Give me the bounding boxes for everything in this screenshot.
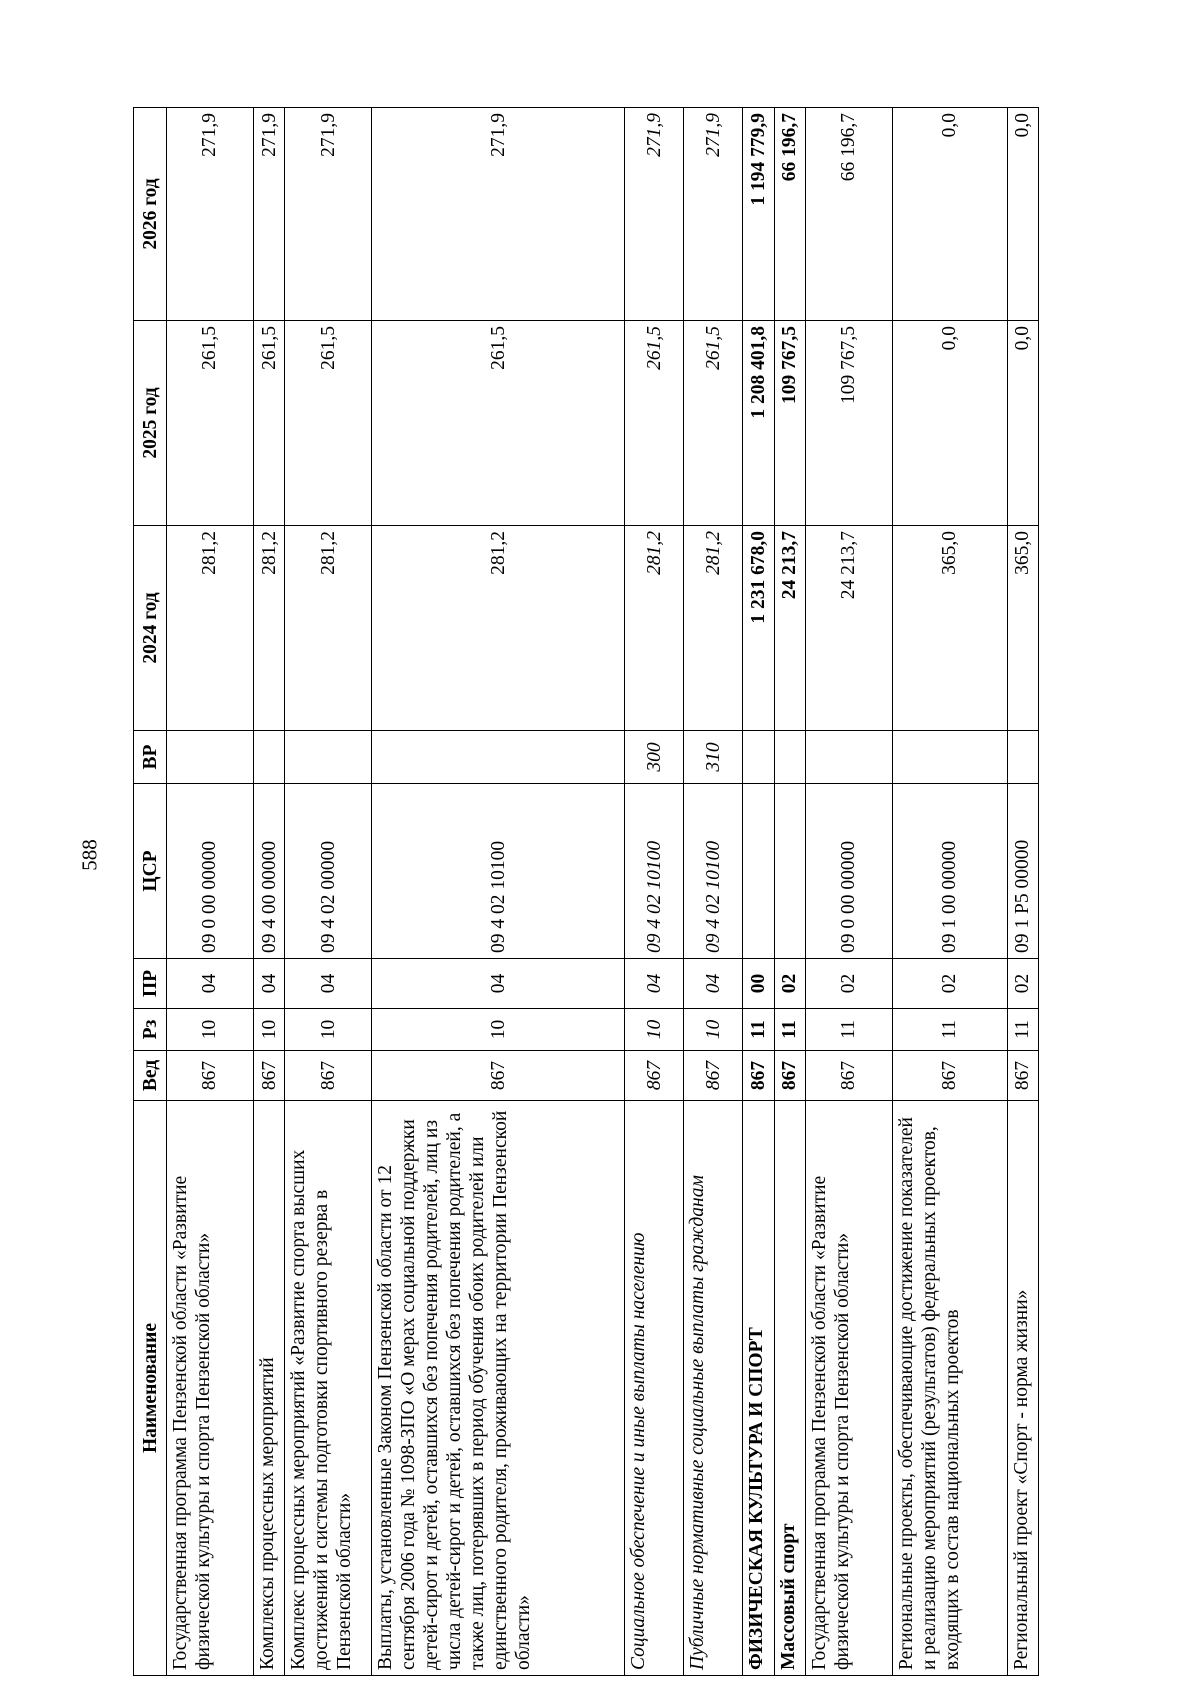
row-rz: 11 bbox=[743, 1009, 774, 1051]
row-2026: 271,9 bbox=[285, 108, 372, 321]
row-vr: 300 bbox=[625, 731, 684, 784]
row-ved: 867 bbox=[805, 1051, 892, 1101]
row-rz: 11 bbox=[892, 1009, 1007, 1051]
header-ved: Вед bbox=[134, 1051, 167, 1101]
row-ved: 867 bbox=[684, 1051, 743, 1101]
row-pr: 02 bbox=[774, 959, 805, 1009]
row-rz: 10 bbox=[285, 1009, 372, 1051]
row-vr bbox=[167, 731, 254, 784]
row-csr bbox=[743, 784, 774, 959]
row-2025: 0,0 bbox=[1007, 321, 1038, 526]
row-name: Социальное обеспечение и иные выплаты населению bbox=[625, 1101, 684, 1676]
row-2024: 281,2 bbox=[625, 526, 684, 731]
row-pr: 04 bbox=[684, 959, 743, 1009]
row-csr: 09 4 02 10100 bbox=[625, 784, 684, 959]
row-vr bbox=[1007, 731, 1038, 784]
row-vr bbox=[805, 731, 892, 784]
budget-table bbox=[133, 107, 1039, 1676]
row-2025: 261,5 bbox=[253, 321, 284, 526]
row-2024: 281,2 bbox=[253, 526, 284, 731]
header-vr: ВР bbox=[134, 731, 167, 784]
row-2026: 0,0 bbox=[1007, 108, 1038, 321]
row-csr bbox=[774, 784, 805, 959]
header-2025: 2025 год bbox=[134, 321, 167, 526]
row-2024: 24 213,7 bbox=[774, 526, 805, 731]
row-2025: 0,0 bbox=[892, 321, 1007, 526]
row-pr: 04 bbox=[625, 959, 684, 1009]
row-2025: 261,5 bbox=[684, 321, 743, 526]
row-2026: 271,9 bbox=[684, 108, 743, 321]
row-pr: 04 bbox=[285, 959, 372, 1009]
row-vr bbox=[285, 731, 372, 784]
row-rz: 10 bbox=[372, 1009, 625, 1051]
row-2024: 24 213,7 bbox=[805, 526, 892, 731]
row-csr: 09 4 02 10100 bbox=[684, 784, 743, 959]
row-vr bbox=[892, 731, 1007, 784]
row-ved: 867 bbox=[774, 1051, 805, 1101]
row-name: Массовый спорт bbox=[774, 1101, 805, 1676]
row-2024: 281,2 bbox=[167, 526, 254, 731]
row-ved: 867 bbox=[892, 1051, 1007, 1101]
row-ved: 867 bbox=[625, 1051, 684, 1101]
row-pr: 00 bbox=[743, 959, 774, 1009]
row-name: Региональный проект «Спорт - норма жизни» bbox=[1007, 1101, 1038, 1676]
row-pr: 02 bbox=[805, 959, 892, 1009]
table-row bbox=[1007, 108, 1038, 1676]
row-name: Комплексы процессных мероприятий bbox=[253, 1101, 284, 1676]
table-row bbox=[892, 108, 1007, 1676]
row-csr: 09 1 00 00000 bbox=[892, 784, 1007, 959]
row-csr: 09 0 00 00000 bbox=[805, 784, 892, 959]
header-csr: ЦСР bbox=[134, 784, 167, 959]
row-rz: 10 bbox=[625, 1009, 684, 1051]
row-ved: 867 bbox=[285, 1051, 372, 1101]
row-name: Публичные нормативные социальные выплаты гражданам bbox=[684, 1101, 743, 1676]
row-2026: 66 196,7 bbox=[774, 108, 805, 321]
row-csr: 09 0 00 00000 bbox=[167, 784, 254, 959]
row-2025: 261,5 bbox=[625, 321, 684, 526]
row-2025: 1 208 401,8 bbox=[743, 321, 774, 526]
row-vr bbox=[253, 731, 284, 784]
table-row bbox=[372, 108, 625, 1676]
row-pr: 02 bbox=[892, 959, 1007, 1009]
row-pr: 04 bbox=[253, 959, 284, 1009]
header-pr: ПР bbox=[134, 959, 167, 1009]
row-2024: 281,2 bbox=[285, 526, 372, 731]
row-vr bbox=[743, 731, 774, 784]
page-number bbox=[70, 825, 110, 885]
row-2025: 109 767,5 bbox=[805, 321, 892, 526]
row-csr: 09 4 00 00000 bbox=[253, 784, 284, 959]
header-2024: 2024 год bbox=[134, 526, 167, 731]
row-rz: 11 bbox=[1007, 1009, 1038, 1051]
header-2026: 2026 год bbox=[134, 108, 167, 321]
row-name: Региональные проекты, обеспечивающие достижение показателей и реализацию мероприятий (результатов) федеральных проектов, входящих в состав национальных проектов bbox=[892, 1101, 1007, 1676]
row-rz: 11 bbox=[805, 1009, 892, 1051]
row-name: Комплекс процессных мероприятий «Развитие спорта высших достижений и системы подготовки спортивного резерва в Пензенской области» bbox=[285, 1101, 372, 1676]
row-rz: 11 bbox=[774, 1009, 805, 1051]
row-ved: 867 bbox=[1007, 1051, 1038, 1101]
row-rz: 10 bbox=[167, 1009, 254, 1051]
row-2026: 1 194 779,9 bbox=[743, 108, 774, 321]
row-2026: 271,9 bbox=[167, 108, 254, 321]
table-row bbox=[743, 108, 774, 1676]
row-2024: 281,2 bbox=[372, 526, 625, 731]
table-row bbox=[253, 108, 284, 1676]
header-row bbox=[134, 108, 167, 1676]
row-2025: 261,5 bbox=[167, 321, 254, 526]
row-pr: 02 bbox=[1007, 959, 1038, 1009]
header-name: Наименование bbox=[134, 1101, 167, 1676]
row-2026: 0,0 bbox=[892, 108, 1007, 321]
row-rz: 10 bbox=[684, 1009, 743, 1051]
row-name: Выплаты, установленные Законом Пензенской области от 12 сентября 2006 года № 1098-ЗПО «О мерах социальной поддержки детей-сирот и детей, оставшихся без попечения родителей, лиц из числа детей-сирот и детей, оставшихся без попечения родителей, а также лиц, потерявших в период обучения обоих родителей или единственного родителя, проживающих на территории Пензенской области» bbox=[372, 1101, 625, 1676]
row-pr: 04 bbox=[372, 959, 625, 1009]
row-csr: 09 4 02 10100 bbox=[372, 784, 625, 959]
row-2026: 271,9 bbox=[253, 108, 284, 321]
row-ved: 867 bbox=[253, 1051, 284, 1101]
row-ved: 867 bbox=[372, 1051, 625, 1101]
row-name: Государственная программа Пензенской области «Развитие физической культуры и спорта Пензенской области» bbox=[167, 1101, 254, 1676]
row-rz: 10 bbox=[253, 1009, 284, 1051]
row-2024: 281,2 bbox=[684, 526, 743, 731]
table-row bbox=[774, 108, 805, 1676]
row-2025: 261,5 bbox=[285, 321, 372, 526]
row-name: ФИЗИЧЕСКАЯ КУЛЬТУРА И СПОРТ bbox=[743, 1101, 774, 1676]
row-2024: 365,0 bbox=[1007, 526, 1038, 731]
header-rz: Рз bbox=[134, 1009, 167, 1051]
row-ved: 867 bbox=[743, 1051, 774, 1101]
row-2026: 271,9 bbox=[372, 108, 625, 321]
page-number-text: 588 bbox=[77, 839, 102, 871]
row-csr: 09 1 P5 00000 bbox=[1007, 784, 1038, 959]
row-pr: 04 bbox=[167, 959, 254, 1009]
table-row bbox=[285, 108, 372, 1676]
table-row bbox=[805, 108, 892, 1676]
row-2026: 66 196,7 bbox=[805, 108, 892, 321]
row-2024: 1 231 678,0 bbox=[743, 526, 774, 731]
row-2024: 365,0 bbox=[892, 526, 1007, 731]
row-ved: 867 bbox=[167, 1051, 254, 1101]
row-vr: 310 bbox=[684, 731, 743, 784]
row-2025: 109 767,5 bbox=[774, 321, 805, 526]
table-row bbox=[625, 108, 684, 1676]
row-name: Государственная программа Пензенской области «Развитие физической культуры и спорта Пензенской области» bbox=[805, 1101, 892, 1676]
row-2025: 261,5 bbox=[372, 321, 625, 526]
table-row bbox=[684, 108, 743, 1676]
table-row bbox=[167, 108, 254, 1676]
row-vr bbox=[372, 731, 625, 784]
rotated-table-wrapper bbox=[133, 108, 1039, 1676]
row-2026: 271,9 bbox=[625, 108, 684, 321]
row-vr bbox=[774, 731, 805, 784]
row-csr: 09 4 02 00000 bbox=[285, 784, 372, 959]
